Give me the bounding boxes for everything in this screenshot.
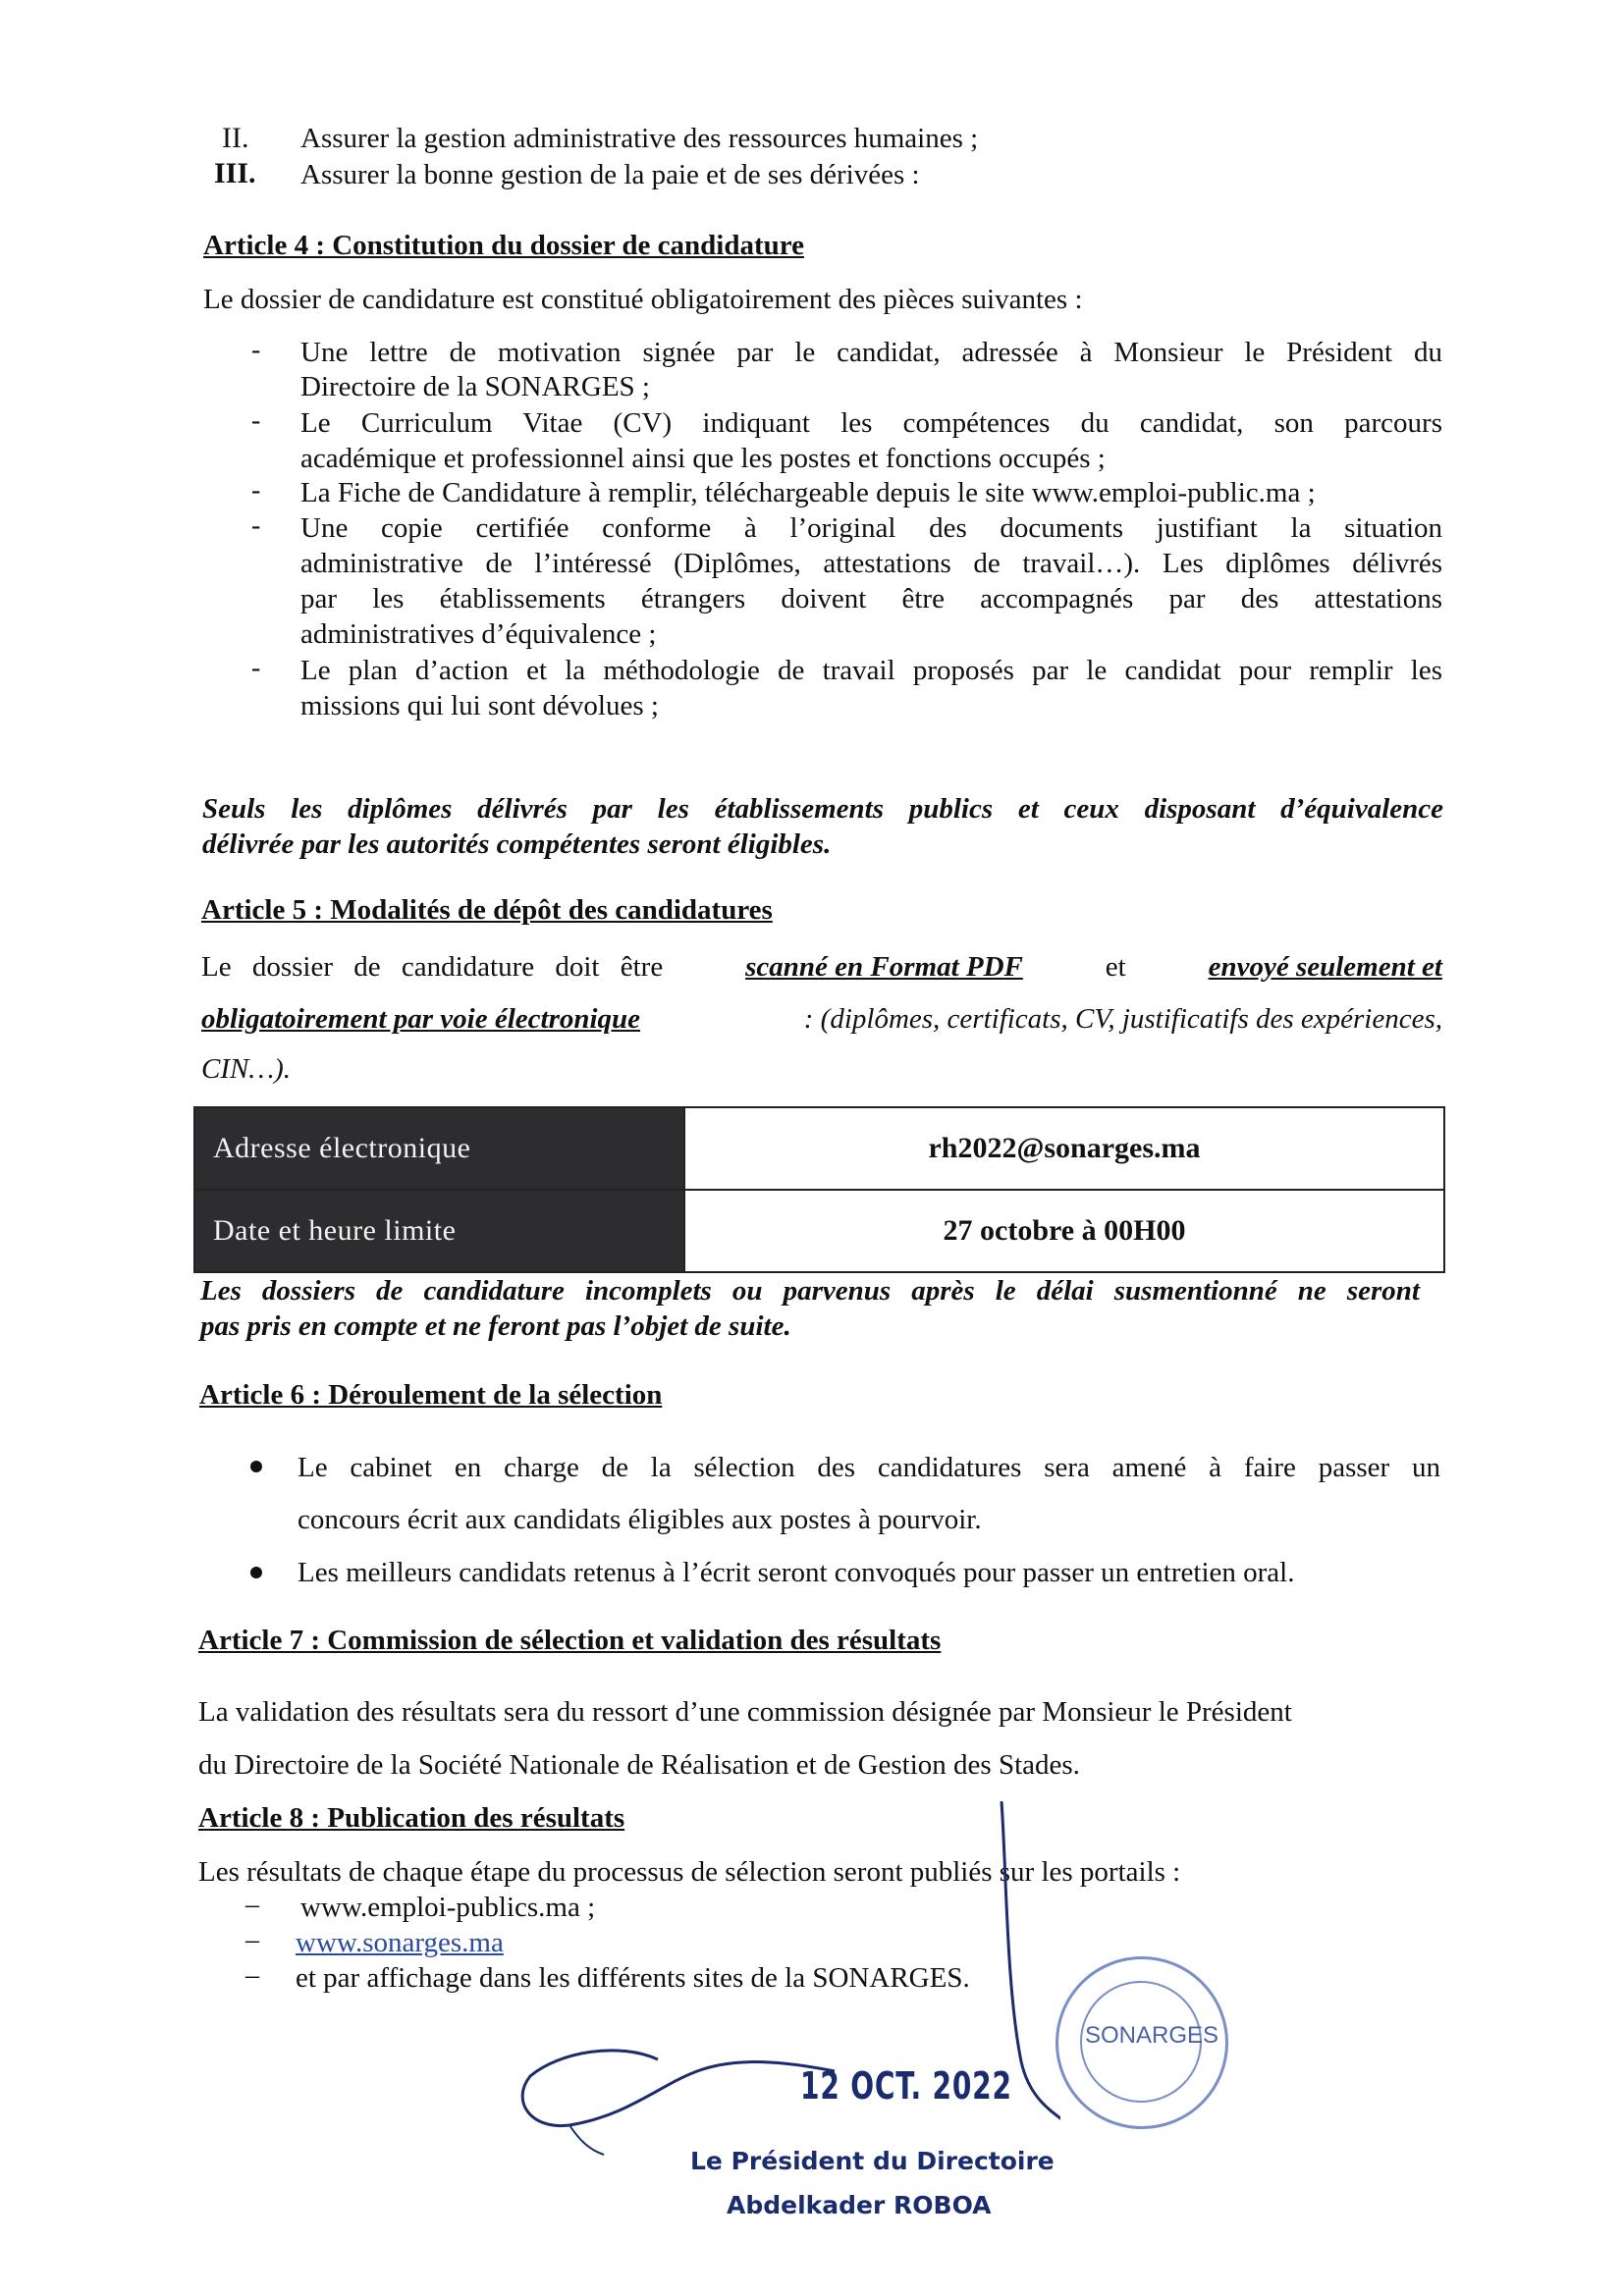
- article-4-heading: Article 4 : Constitution du dossier de candidature: [203, 230, 804, 261]
- article-8-intro: Les résultats de chaque étape du processus de sélection seront publiés sur les portails :: [198, 1856, 1181, 1888]
- article-6-bullet-1-line-2: concours écrit aux candidats éligibles aux postes à pourvoir.: [298, 1504, 982, 1535]
- email-value-cell: rh2022@sonarges.ma: [684, 1107, 1444, 1190]
- article-4-intro: Le dossier de candidature est constitué obligatoirement des pièces suivantes :: [203, 284, 1083, 315]
- company-seal-text: SONARGES: [1085, 2022, 1219, 2049]
- article-5-warning-line-1: Les dossiers de candidature incomplets ou parvenus après le délai susmentionné ne seront: [200, 1275, 1420, 1307]
- article-4-note-line-2: délivrée par les autorités compétentes seront éligibles.: [202, 828, 832, 860]
- mission-numeral-2: II.: [222, 122, 249, 154]
- mission-text-2: Assurer la gestion administrative des ressources humaines ;: [300, 123, 979, 154]
- bullet-icon: [250, 1567, 262, 1578]
- signatory-name: Abdelkader ROBOA: [727, 2191, 992, 2219]
- article-4-item-4-line-1: Une copie certifiée conforme à l’original des documents justifiant la situation: [300, 512, 1442, 544]
- article-5-heading: Article 5 : Modalités de dépôt des candidatures: [201, 894, 773, 926]
- article-6-bullet-1-line-1: Le cabinet en charge de la sélection des candidatures sera amené à faire passer un: [298, 1452, 1440, 1483]
- portal-sonarges-link[interactable]: www.sonarges.ma: [296, 1927, 504, 1958]
- article-4-item-3-line-1: La Fiche de Candidature à remplir, téléchargeable depuis le site www.emploi-public.ma ;: [300, 477, 1316, 508]
- article-5-paragraph-line-2: [201, 1001, 1442, 1037]
- article-5-paragraph-line-3: CIN…).: [201, 1053, 292, 1085]
- article-7-line-2: du Directoire de la Société Nationale de Réalisation et de Gestion des Stades.: [198, 1749, 1080, 1781]
- article-4-item-5-line-1: Le plan d’action et la méthodologie de travail proposés par le candidat pour remplir les: [300, 655, 1442, 686]
- article-4-item-2-line-2: académique et professionnel ainsi que les postes et fonctions occupés ;: [300, 443, 1106, 474]
- article-4-item-1-line-1: Une lettre de motivation signée par le candidat, adressée à Monsieur le Président du: [300, 337, 1442, 368]
- portal-emploi-public: www.emploi-publics.ma ;: [300, 1892, 596, 1923]
- mission-numeral-3: III.: [214, 157, 256, 189]
- date-stamp: 12 OCT. 2022: [800, 2064, 1012, 2108]
- mission-text-3: Assurer la bonne gestion de la paie et de ses dérivées :: [300, 159, 920, 190]
- list-dash: -: [251, 475, 261, 506]
- article-4-item-4-line-4: administratives d’équivalence ;: [300, 618, 657, 650]
- list-dash: –: [245, 1960, 259, 1991]
- list-dash: –: [245, 1890, 259, 1920]
- article-4-item-2-line-1: Le Curriculum Vitae (CV) indiquant les compétences du candidat, son parcours: [300, 407, 1442, 439]
- deadline-label-cell: Date et heure limite: [194, 1190, 684, 1272]
- article-8-heading: Article 8 : Publication des résultats: [198, 1802, 625, 1834]
- article-4-item-5-line-2: missions qui lui sont dévolues ;: [300, 690, 659, 721]
- article-6-heading: Article 6 : Déroulement de la sélection: [199, 1379, 663, 1411]
- article-5-paragraph-line-1: [201, 949, 1442, 985]
- signatory-title: Le Président du Directoire: [690, 2147, 1055, 2175]
- article-5-text-emphasis-2a: envoyé seulement et: [1208, 951, 1442, 983]
- article-4-item-1-line-2: Directoire de la SONARGES ;: [300, 371, 650, 402]
- article-5-text-start: Le dossier de candidature doit être: [201, 951, 664, 983]
- table-row: [194, 1107, 1444, 1190]
- handwritten-signature: [511, 1791, 1060, 2184]
- article-7-heading: Article 7 : Commission de sélection et validation des résultats: [198, 1625, 942, 1656]
- article-5-text-emphasis-2b: obligatoirement par voie électronique: [201, 1003, 641, 1035]
- portal-site-display: et par affichage dans les différents sites de la SONARGES.: [296, 1962, 970, 1994]
- list-dash: -: [251, 653, 261, 683]
- email-label-cell: Adresse électronique: [194, 1107, 684, 1190]
- list-dash: -: [251, 335, 261, 365]
- bullet-icon: [250, 1461, 262, 1472]
- article-7-line-1: La validation des résultats sera du ressort d’une commission désignée par Monsieur le Président: [198, 1696, 1292, 1728]
- article-5-text-mid: et: [1105, 951, 1126, 983]
- article-6-bullet-2-line-1: Les meilleurs candidats retenus à l’écrit seront convoqués pour passer un entretien oral.: [298, 1557, 1295, 1588]
- article-4-note-line-1: Seuls les diplômes délivrés par les établissements publics et ceux disposant d’équivalence: [202, 793, 1443, 825]
- article-4-item-4-line-3: par les établissements étrangers doivent être accompagnés par des attestations: [300, 583, 1442, 614]
- article-5-text-emphasis-1: scanné en Format PDF: [745, 951, 1023, 983]
- list-dash: –: [245, 1925, 259, 1955]
- article-4-item-4-line-2: administrative de l’intéressé (Diplômes, attestations de travail…). Les diplômes délivrés: [300, 548, 1442, 579]
- list-dash: -: [251, 405, 261, 436]
- deadline-value-cell: 27 octobre à 00H00: [684, 1190, 1444, 1272]
- submission-info-table: [193, 1106, 1445, 1273]
- article-5-text-rest: : (diplômes, certificats, CV, justificatifs des expériences,: [803, 1003, 1442, 1035]
- table-row: [194, 1190, 1444, 1272]
- article-5-warning-line-2: pas pris en compte et ne feront pas l’objet de suite.: [200, 1310, 791, 1342]
- list-dash: -: [251, 510, 261, 541]
